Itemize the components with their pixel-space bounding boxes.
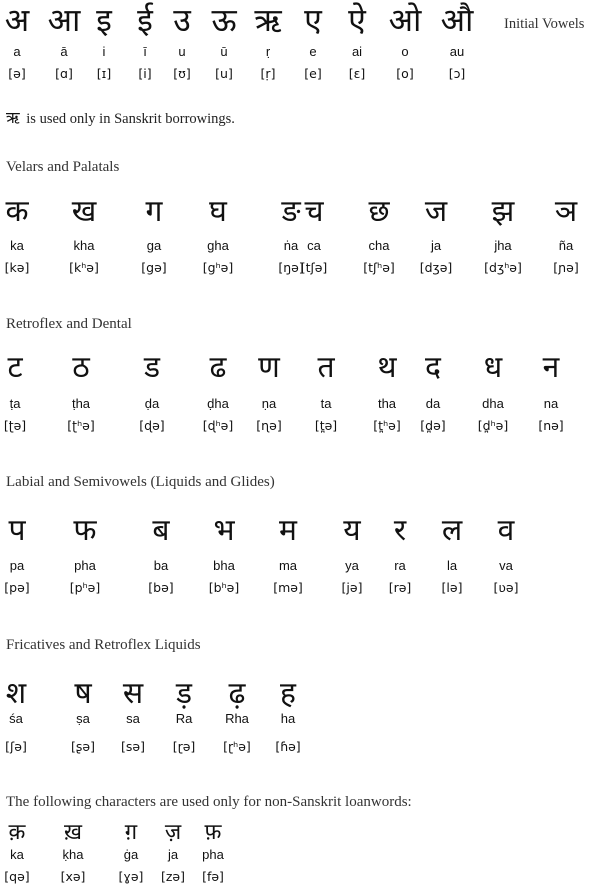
romanization: ka: [10, 847, 24, 862]
ipa-transcription: [t̪ə]: [314, 418, 338, 433]
ipa-transcription: [bʰə]: [208, 580, 240, 595]
ipa-transcription: [ɽʰə]: [223, 739, 251, 754]
ipa-transcription: [ʂə]: [71, 739, 95, 754]
devanagari-char: प: [8, 513, 26, 548]
ipa-transcription: [zə]: [160, 869, 185, 884]
fricatives-heading: Fricatives and Retroflex Liquids: [6, 637, 201, 653]
ipa-transcription: [fə]: [202, 869, 224, 884]
ipa-transcription: [mə]: [273, 580, 303, 595]
ipa-transcription: [rə]: [388, 580, 412, 595]
romanization: ja: [167, 847, 179, 862]
ipa-transcription: [ɲə]: [553, 260, 579, 275]
romanization: pha: [202, 847, 224, 862]
ipa-transcription: [ʈə]: [3, 418, 27, 433]
devanagari-char: ए: [304, 1, 322, 39]
loanwords-heading: The following characters are used only for non-Sanskrit loanwords:: [6, 794, 412, 810]
devanagari-char: ष: [74, 676, 92, 711]
ipa-transcription: [pʰə]: [69, 580, 101, 595]
romanization: gha: [207, 238, 229, 253]
romanization: ṣa: [76, 711, 90, 726]
romanization: ū: [220, 44, 228, 59]
devanagari-char: ड: [143, 350, 161, 385]
devanagari-char: झ: [491, 194, 515, 229]
romanization: la: [446, 558, 458, 573]
devanagari-char: ल: [441, 513, 463, 548]
romanization: ḍa: [144, 396, 160, 411]
ipa-transcription: [ɖə]: [139, 418, 165, 433]
sanskrit-note: [6, 106, 235, 128]
devanagari-char: ख़: [64, 820, 82, 845]
ipa-transcription: [d̪ə]: [420, 418, 446, 433]
romanization: pha: [74, 558, 96, 573]
note-char: ऋ: [6, 108, 20, 127]
devanagari-char: आ: [47, 1, 81, 39]
retroflex-heading: Retroflex and Dental: [6, 316, 132, 332]
ipa-transcription: [xə]: [60, 869, 86, 884]
romanization: ṭha: [71, 396, 91, 411]
devanagari-char: न: [542, 350, 560, 385]
ipa-transcription: [qə]: [4, 869, 30, 884]
romanization: ña: [558, 238, 574, 253]
devanagari-char: ध: [483, 350, 503, 385]
romanization: u: [178, 44, 186, 59]
romanization: ka: [10, 238, 24, 253]
ipa-transcription: [gə]: [141, 260, 167, 275]
romanization: ī: [143, 44, 147, 59]
devanagari-char: छ: [368, 194, 390, 229]
devanagari-char: श: [5, 676, 27, 711]
romanization: ġa: [123, 847, 139, 862]
romanization: ḳha: [62, 847, 84, 862]
devanagari-char: स: [122, 676, 144, 711]
ipa-transcription: [dʒə]: [419, 260, 453, 275]
ipa-transcription: [pə]: [4, 580, 30, 595]
devanagari-char: ऊ: [211, 1, 237, 39]
ipa-transcription: [kə]: [4, 260, 30, 275]
initial-vowels-label: Initial Vowels: [504, 16, 585, 32]
romanization: ṅa: [283, 238, 299, 253]
ipa-transcription: [ʋə]: [493, 580, 519, 595]
devanagari-char: क़: [8, 820, 26, 845]
ipa-transcription: [u]: [215, 66, 233, 81]
romanization: o: [401, 44, 409, 59]
devanagari-char: ग़: [124, 820, 138, 845]
romanization: sa: [126, 711, 140, 726]
ipa-transcription: [ɛ]: [348, 66, 366, 81]
ipa-transcription: [gʰə]: [202, 260, 234, 275]
romanization: au: [449, 44, 465, 59]
devanagari-char: म: [279, 513, 297, 548]
romanization: ṛ: [265, 44, 271, 59]
devanagari-char: ऐ: [348, 1, 366, 39]
devanagari-char: ज़: [164, 820, 182, 845]
ipa-transcription: [bə]: [148, 580, 174, 595]
ipa-transcription: [o]: [396, 66, 414, 81]
ipa-transcription: [ʃə]: [5, 739, 27, 754]
devanagari-char: ऋ: [254, 1, 282, 39]
ipa-transcription: [ɪ]: [96, 66, 112, 81]
devanagari-char: ज: [424, 194, 448, 229]
ipa-transcription: [dʒʰə]: [484, 260, 522, 275]
devanagari-char: ड़: [175, 676, 193, 711]
romanization: tha: [377, 396, 397, 411]
romanization: pa: [9, 558, 25, 573]
devanagari-char: र: [393, 513, 407, 548]
devanagari-char: ङ: [281, 194, 301, 229]
ipa-transcription: [ɳə]: [256, 418, 282, 433]
ipa-transcription: [ʈʰə]: [67, 418, 95, 433]
ipa-transcription: [ɔ]: [448, 66, 466, 81]
devanagari-char: त: [317, 350, 335, 385]
devanagari-char: द: [425, 350, 441, 385]
ipa-transcription: [tʃə]: [300, 260, 328, 275]
ipa-transcription: [i]: [138, 66, 152, 81]
devanagari-char: च: [304, 194, 324, 229]
romanization: bha: [213, 558, 235, 573]
devanagari-char: ई: [137, 1, 153, 39]
ipa-transcription: [jə]: [341, 580, 363, 595]
devanagari-char: ट: [7, 350, 23, 385]
ipa-transcription: [ṛ]: [260, 66, 276, 81]
ipa-transcription: [lə]: [441, 580, 463, 595]
romanization: ai: [351, 44, 363, 59]
ipa-transcription: [ə]: [8, 66, 26, 81]
romanization: ha: [280, 711, 296, 726]
ipa-transcription: [ɖʰə]: [202, 418, 234, 433]
romanization: ma: [278, 558, 298, 573]
devanagari-char: व: [497, 513, 515, 548]
ipa-transcription: [tʃʰə]: [363, 260, 395, 275]
romanization: śa: [9, 711, 23, 726]
devanagari-char: भ: [213, 513, 235, 548]
romanization: ḍha: [207, 396, 229, 411]
romanization: a: [13, 44, 21, 59]
romanization: ṭa: [9, 396, 21, 411]
devanagari-char: फ: [73, 513, 97, 548]
romanization: da: [425, 396, 441, 411]
devanagari-char: ख: [71, 194, 97, 229]
devanagari-char: ञ: [554, 194, 578, 229]
romanization: va: [499, 558, 513, 573]
romanization: jha: [494, 238, 512, 253]
romanization: Ra: [175, 711, 193, 726]
ipa-transcription: [ŋə]: [278, 260, 304, 275]
ipa-transcription: [ʊ]: [173, 66, 191, 81]
devanagari-char: अ: [4, 1, 30, 39]
romanization: ra: [394, 558, 406, 573]
note-text: is used only in Sanskrit borrowings.: [26, 111, 235, 127]
romanization: na: [543, 396, 559, 411]
romanization: ya: [345, 558, 359, 573]
romanization: ba: [153, 558, 169, 573]
romanization: e: [309, 44, 317, 59]
ipa-transcription: [ɦə]: [275, 739, 301, 754]
devanagari-char: फ़: [204, 820, 222, 845]
ipa-transcription: [ɣə]: [118, 869, 144, 884]
ipa-transcription: [t̪ʰə]: [373, 418, 401, 433]
romanization: ṇa: [261, 396, 277, 411]
romanization: Rha: [225, 711, 249, 726]
devanagari-char: घ: [209, 194, 227, 229]
romanization: ga: [146, 238, 162, 253]
devanagari-char: ह: [280, 676, 296, 711]
romanization: i: [102, 44, 106, 59]
devanagari-char: ओ: [388, 1, 422, 39]
ipa-transcription: [ɽə]: [172, 739, 196, 754]
romanization: cha: [368, 238, 390, 253]
velars-heading: Velars and Palatals: [6, 159, 120, 175]
devanagari-char: थ: [377, 350, 397, 385]
romanization: ta: [320, 396, 332, 411]
ipa-transcription: [ɑ]: [55, 66, 73, 81]
ipa-transcription: [d̪ʰə]: [477, 418, 509, 433]
ipa-transcription: [kʰə]: [69, 260, 99, 275]
romanization: kha: [73, 238, 95, 253]
devanagari-char: इ: [96, 1, 112, 39]
devanagari-char: ग: [145, 194, 163, 229]
romanization: ja: [430, 238, 442, 253]
devanagari-char: ण: [258, 350, 280, 385]
devanagari-char: य: [343, 513, 361, 548]
labial-heading: Labial and Semivowels (Liquids and Glides): [6, 474, 275, 490]
devanagari-char: ढ़: [228, 676, 246, 711]
romanization: ā: [60, 44, 68, 59]
devanagari-char: ढ: [209, 350, 227, 385]
ipa-transcription: [sə]: [121, 739, 145, 754]
ipa-transcription: [nə]: [538, 418, 564, 433]
devanagari-char: औ: [440, 1, 474, 39]
romanization: dha: [482, 396, 504, 411]
devanagari-char: ब: [152, 513, 170, 548]
romanization: ca: [307, 238, 321, 253]
devanagari-char: क: [5, 194, 29, 229]
devanagari-char: ठ: [72, 350, 90, 385]
devanagari-char: उ: [173, 1, 191, 39]
ipa-transcription: [e]: [304, 66, 322, 81]
